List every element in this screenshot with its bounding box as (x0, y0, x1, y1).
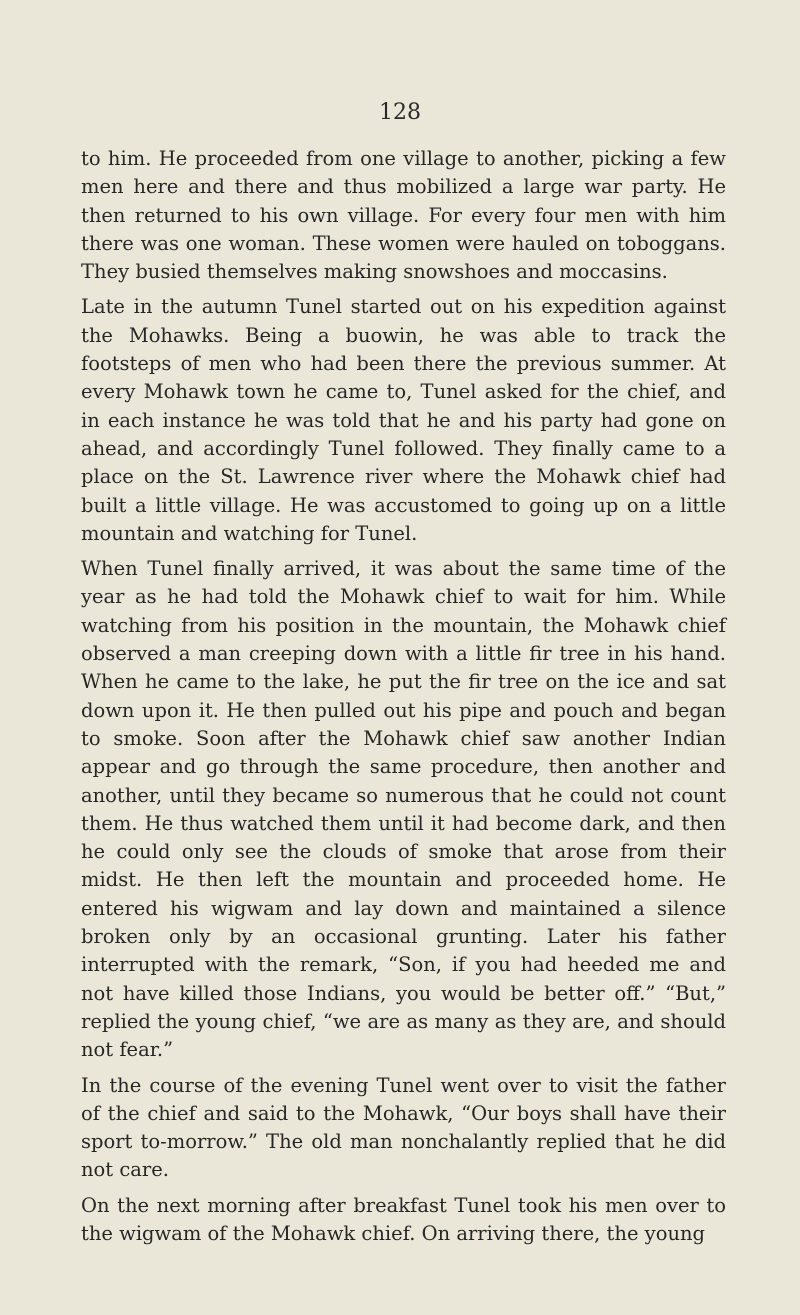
paragraph-5: On the next morning after breakfast Tunel took his men over to the wigwam of the Mohawk chief. On arriving there, the young (81, 1193, 726, 1245)
paragraph-3: When Tunel finally arrived, it was about the same time of the year as he had told the Mohawk chief to wait for him. While watching from his position in the mountain, the Mohawk chief observed a man creeping down with a little fir tree in his hand. When he came to the lake, he put the fir tree on the ice and sat down upon it. He then pulled out his pipe and pouch and began to smoke. Soon after the Mohawk chief saw another Indian appear and go through the same procedure, then another and another, until they became so numerous that he could not count them. He thus watched them until it had become dark, and then he could only see the clouds of smoke that arose from their midst. He then left the mountain and proceeded home. He entered his wigwam and lay down and maintained a silence broken only by an occasional grunting. Later his father interrupted with the remark, “Son, if you had heeded me and not have killed those Indians, you would be better off.” “But,” replied the young chief, “we are as many as they are, and should not fear.” (81, 557, 726, 1062)
body-text (81, 145, 726, 1255)
page-number: 128 (379, 100, 421, 125)
paragraph-1: to him. He proceeded from one village to another, picking a few men here and there and thus mobilized a large war party. He then returned to his own village. For every four men with him there was one woman. These women were hauled on toboggans. They busied themselves making snowshoes and moccasins. (81, 147, 726, 284)
paragraph-2: Late in the autumn Tunel started out on his expedition against the Mohawks. Being a buowin, he was able to track the footsteps of men who had been there the previous summer. At every Mohawk town he came to, Tunel asked for the chief, and in each instance he was told that he and his party had gone on ahead, and accordingly Tunel followed. They finally came to a place on the St. Lawrence river where the Mohawk chief had built a little village. He was accustomed to going up on a little mountain and watching for Tunel. (81, 295, 726, 545)
paragraph-4: In the course of the evening Tunel went over to visit the father of the chief and said to the Mohawk, “Our boys shall have their sport to-morrow.” The old man nonchalantly replied that he did not care. (81, 1073, 726, 1182)
